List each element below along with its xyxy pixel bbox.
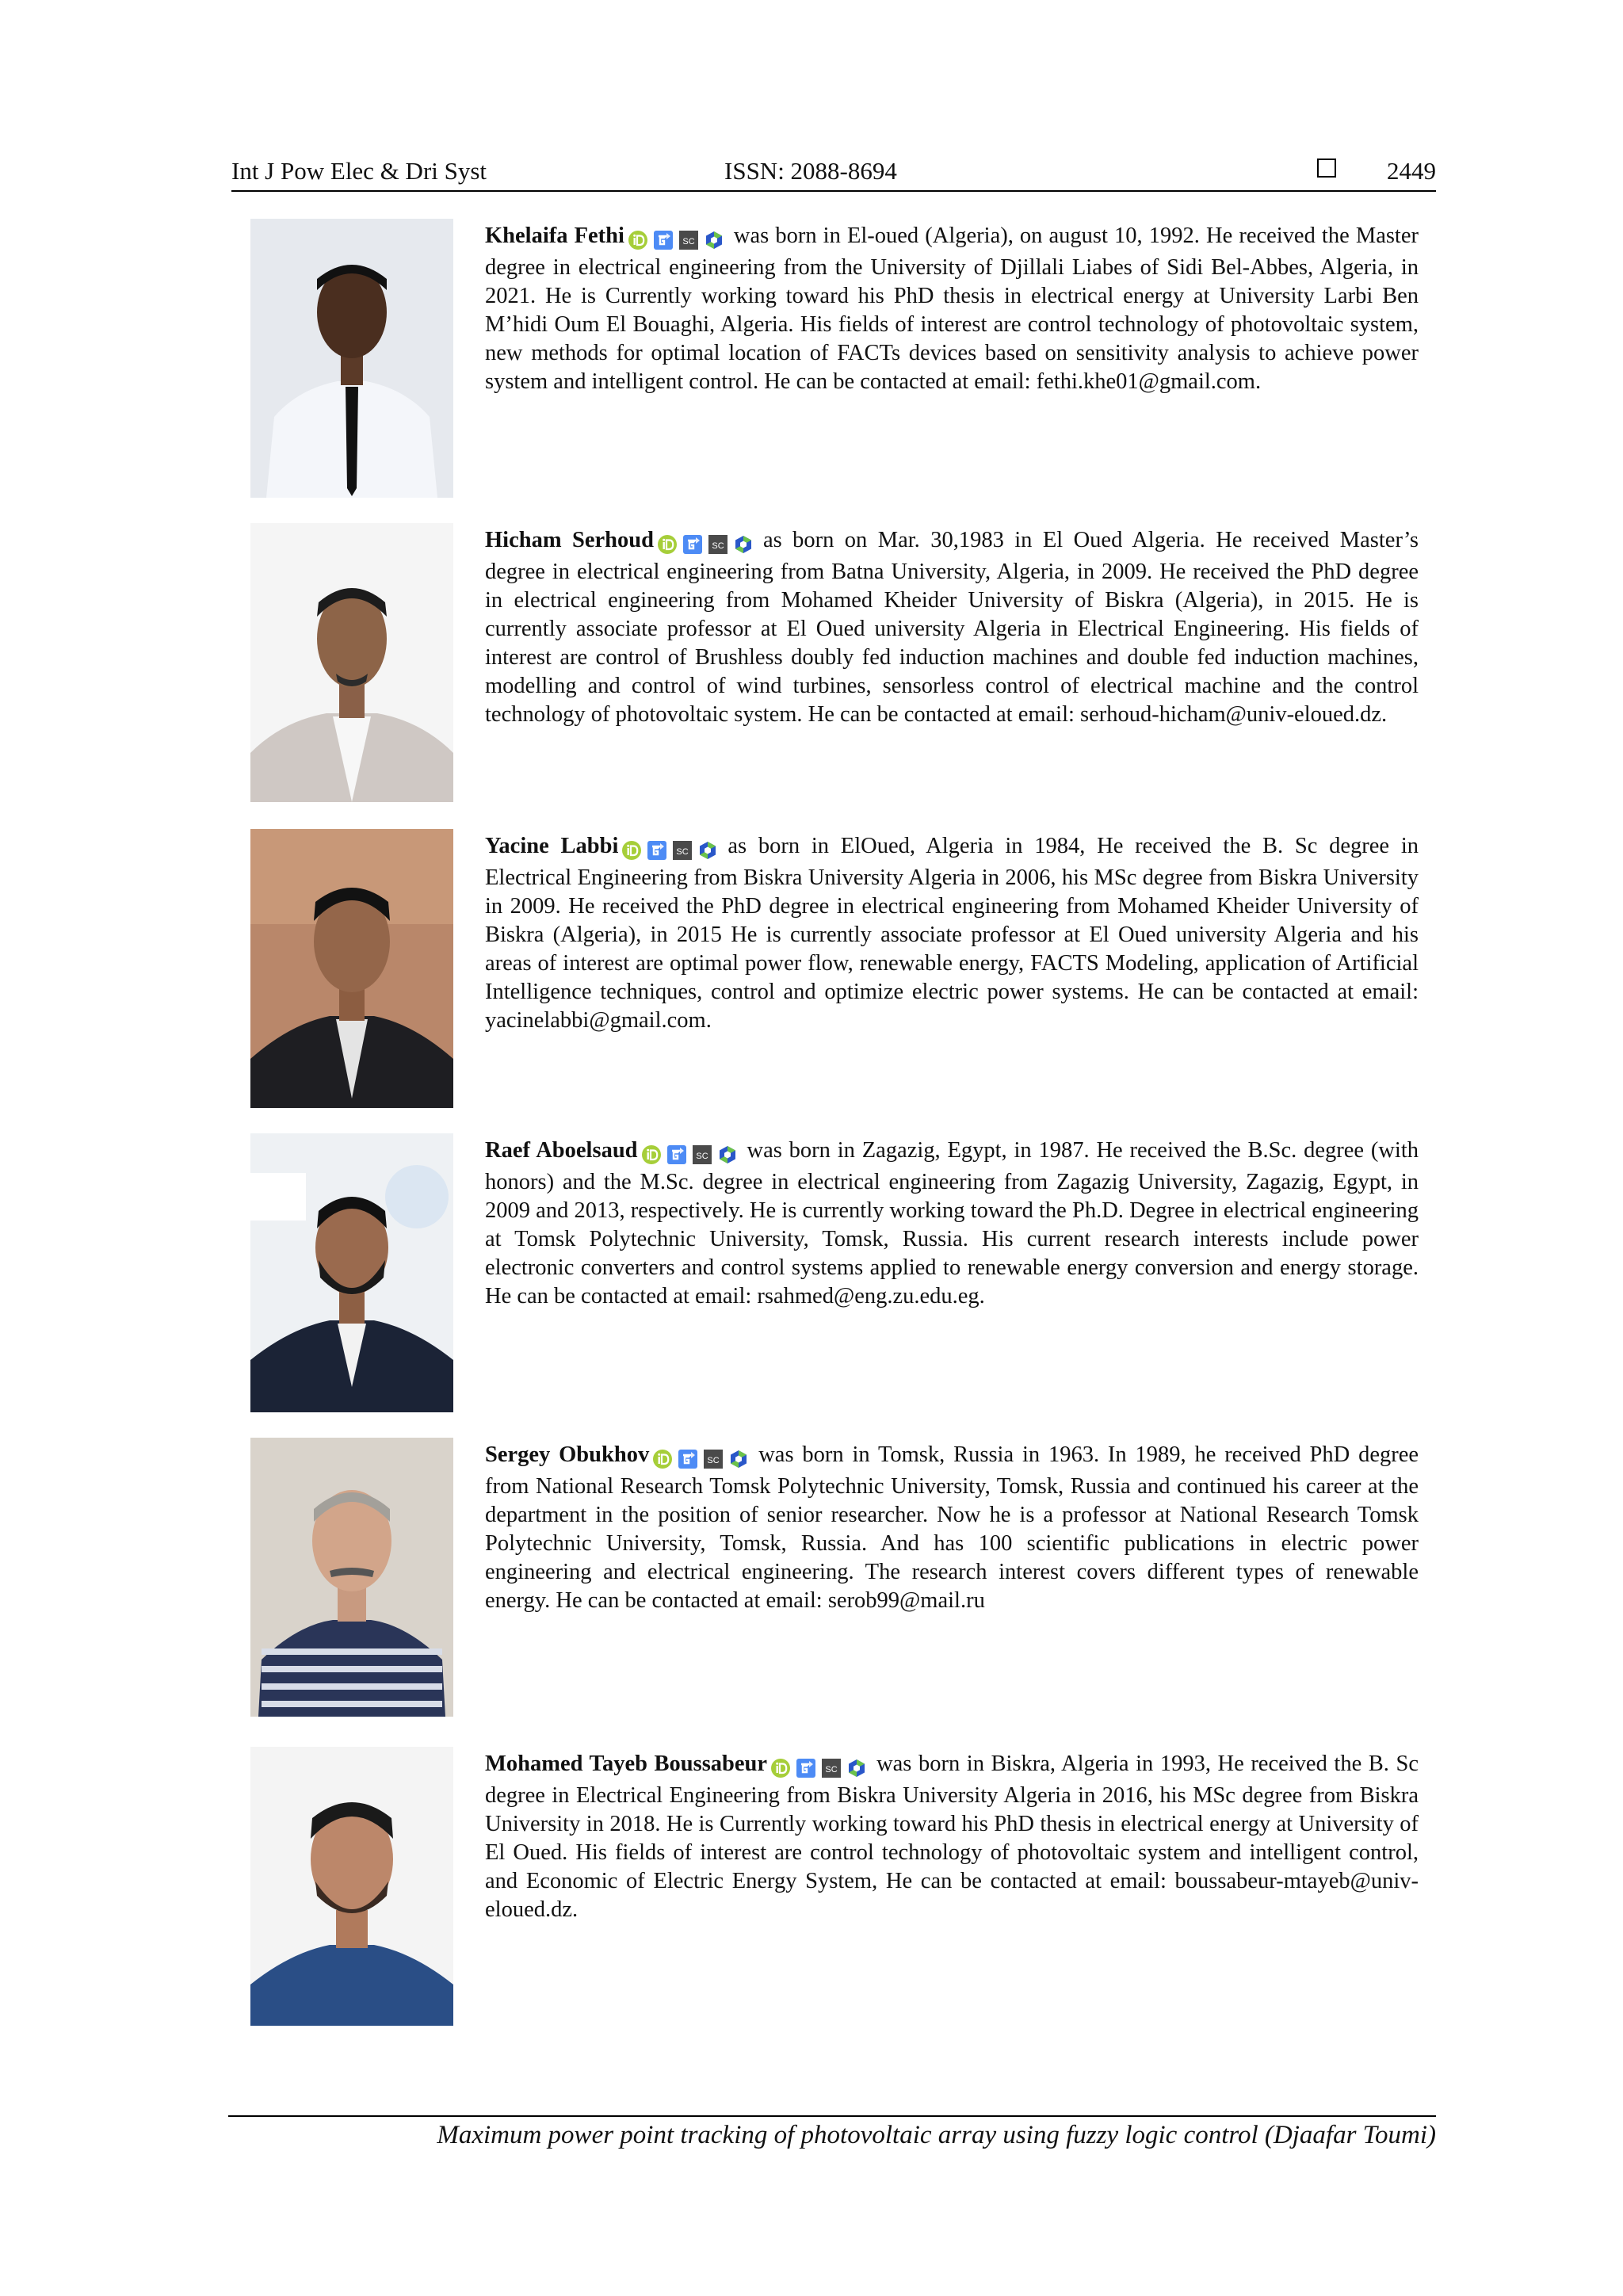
author-name: Raef Aboelsaud	[485, 1138, 638, 1163]
bio-body: was born in Tomsk, Russia in 1963. In 1989, he received PhD degree from National Research Tomsk Polytechnic University, Tomsk, Russia and continued his career at the department in the position of senior researcher. Now he is a professor at National Research Tomsk Polytechnic University, Tomsk, Russia. And has 100 scientific publications in electric power engineering and electrical engineering. The research interest covers different types of renewable energy. He can be contacted at email: serob99@mail.ru	[485, 1442, 1419, 1613]
scopus-icon[interactable]	[821, 1758, 842, 1778]
orcid-icon[interactable]	[621, 840, 642, 861]
author-name: Sergey Obukhov	[485, 1442, 650, 1467]
orcid-icon[interactable]	[770, 1758, 791, 1778]
bio-body: was born in El-oued (Algeria), on august 10, 1992. He received the Master degree in electrical engineering from the University of Djillali Liabes of Sidi Bel-Abbes, Algeria, in 2021. He is Currently working toward his PhD thesis in electrical energy at University Larbi Ben M’hidi Oum El Bouaghi, Algeria. His fields of interest are control technology of photovoltaic system, new methods for optimal location of FACTs devices based on sensitivity analysis to achieve power system and intelligent control. He can be contacted at email: fethi.khe01@gmail.com.	[485, 223, 1419, 394]
publons-icon[interactable]	[728, 1449, 749, 1469]
publons-icon[interactable]	[846, 1758, 867, 1778]
scopus-icon[interactable]	[692, 1144, 712, 1165]
svg-text:SC: SC	[825, 1765, 838, 1775]
scopus-icon[interactable]	[678, 230, 699, 250]
google-scholar-icon[interactable]	[682, 534, 703, 555]
bio-text	[485, 1441, 1419, 1615]
journal-name: Int J Pow Elec & Dri Syst	[231, 157, 487, 185]
profile-links	[621, 835, 723, 864]
google-scholar-icon[interactable]	[796, 1758, 816, 1778]
svg-text:SC: SC	[695, 1152, 708, 1162]
bio-text	[485, 1137, 1419, 1311]
bio-body: as born in ElOued, Algeria in 1984, He received the B. Sc degree in Electrical Engineering from Biskra University Algeria in 2006, his MSc degree from Biskra University in 2009. He received the PhD degree in electrical engineering from Mohamed Kheider University of Biskra (Algeria), in 2015 He is currently associate professor at El Oued university Algeria and his areas of interest are optimal power flow, renewable energy, FACTS Modeling, application of Artificial Intelligence techniques, control and optimize electric power systems. He can be contacted at email: yacinelabbi@gmail.com.	[485, 834, 1419, 1033]
scopus-icon[interactable]	[672, 840, 693, 861]
svg-text:SC: SC	[676, 847, 689, 858]
author-photo	[250, 1747, 453, 2026]
profile-links	[628, 225, 729, 254]
author-name: Hicham Serhoud	[485, 528, 654, 552]
scopus-icon[interactable]	[703, 1449, 724, 1469]
bio-body: was born in Zagazig, Egypt, in 1987. He received the B.Sc. degree (with honors) and the M.Sc. degree in electrical engineering from Zagazig University, Zagazig, Egypt, in 2009 and 2013, respectively. He is currently working toward the Ph.D. Degree in electrical engineering at Tomsk Polytechnic University, Tomsk, Russia. His current research interests include power electronic converters and control systems applied to renewable energy conversion and energy storage. He can be contacted at email: rsahmed@eng.zu.edu.eg.	[485, 1138, 1419, 1308]
bio-body: as born on Mar. 30,1983 in El Oued Algeria. He received Master’s degree in electrical engineering from Batna University, Algeria, in 2009. He received the PhD degree in electrical engineering from Mohamed Kheider University of Biskra (Algeria), in 2015. He is currently associate professor at El Oued university Algeria in Electrical Engineering. His fields of interest are control of Brushless doubly fed induction machines and double fed induction machines, modelling and control of wind turbines, sensorless control of electrical machine and the control technology of photovoltaic system. He can be contacted at email: serhoud-hicham@univ-eloued.dz.	[485, 528, 1419, 727]
author-name: Khelaifa Fethi	[485, 223, 624, 248]
author-photo	[250, 1133, 453, 1412]
svg-text:SC: SC	[682, 237, 695, 247]
bio-text	[485, 832, 1419, 1035]
page-number: 2449	[1387, 157, 1436, 185]
orcid-icon[interactable]	[652, 1449, 673, 1469]
publons-icon[interactable]	[733, 534, 754, 555]
profile-links	[641, 1140, 743, 1168]
scopus-icon[interactable]	[708, 534, 728, 555]
publons-icon[interactable]	[697, 840, 718, 861]
footer-rule	[228, 2115, 1436, 2117]
google-scholar-icon[interactable]	[653, 230, 674, 250]
author-photo	[250, 219, 453, 498]
profile-links	[657, 529, 758, 558]
orcid-icon[interactable]	[657, 534, 678, 555]
author-photo	[250, 1438, 453, 1717]
publons-icon[interactable]	[704, 230, 724, 250]
orcid-icon[interactable]	[628, 230, 648, 250]
google-scholar-icon[interactable]	[647, 840, 667, 861]
bio-text	[485, 526, 1419, 729]
profile-links	[770, 1753, 872, 1782]
bio-text	[485, 1750, 1419, 1924]
svg-text:SC: SC	[712, 541, 724, 552]
svg-text:SC: SC	[707, 1456, 720, 1466]
profile-links	[652, 1444, 754, 1473]
publons-icon[interactable]	[717, 1144, 738, 1165]
square-bullet-icon	[1317, 159, 1336, 178]
author-name: Mohamed Tayeb Boussabeur	[485, 1752, 768, 1776]
bio-body: was born in Biskra, Algeria in 1993, He received the B. Sc degree in Electrical Engineering from Biskra University Algeria in 2016, his MSc degree from Biskra University in 2018. He is Currently working toward his PhD thesis in electrical energy at University of El Oued. His fields of interest are control technology of photovoltaic system and intelligent control, and Economic of Electric Energy System, He can be contacted at email: boussabeur-mtayeb@univ-eloued.dz.	[485, 1752, 1419, 1922]
google-scholar-icon[interactable]	[678, 1449, 698, 1469]
running-footer: Maximum power point tracking of photovoltaic array using fuzzy logic control (Djaafar Toumi)	[437, 2121, 1436, 2149]
author-name: Yacine Labbi	[485, 834, 619, 858]
author-photo	[250, 523, 453, 802]
issn: ISSN: 2088-8694	[724, 157, 897, 185]
author-photo	[250, 829, 453, 1108]
page-header	[231, 155, 1436, 192]
google-scholar-icon[interactable]	[666, 1144, 687, 1165]
orcid-icon[interactable]	[641, 1144, 662, 1165]
bio-text	[485, 222, 1419, 396]
